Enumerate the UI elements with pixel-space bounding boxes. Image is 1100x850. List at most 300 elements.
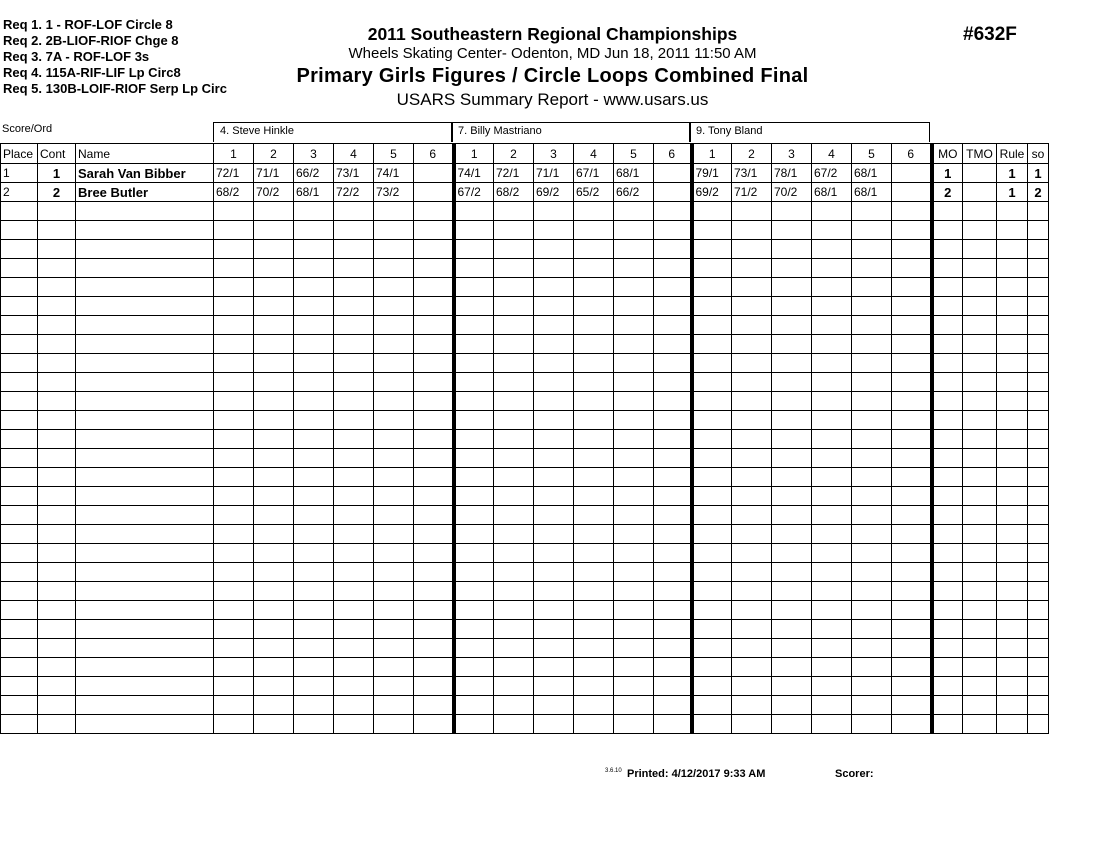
score-cell (772, 202, 812, 221)
score-cell (892, 449, 932, 468)
judge-header-3: 9. Tony Bland (689, 122, 930, 142)
score-cell (294, 658, 334, 677)
score-cell: 72/2 (334, 183, 374, 202)
score-cell: 78/1 (772, 164, 812, 183)
tmo-cell (963, 715, 997, 734)
score-cell: 66/2 (614, 183, 654, 202)
score-cell (494, 715, 534, 734)
score-cell (214, 430, 254, 449)
score-cell: 68/1 (614, 164, 654, 183)
score-cell (214, 487, 254, 506)
table-row (1, 658, 1049, 677)
score-cell (534, 430, 574, 449)
score-cell (454, 582, 494, 601)
score-cell (334, 658, 374, 677)
tmo-cell (963, 487, 997, 506)
place-cell (1, 297, 38, 316)
so-cell (1028, 373, 1049, 392)
score-cell (852, 563, 892, 582)
cont-cell (38, 316, 76, 335)
cont-cell (38, 449, 76, 468)
score-cell (732, 544, 772, 563)
score-cell (812, 354, 852, 373)
score-cell: 68/1 (812, 183, 852, 202)
score-cell: 74/1 (454, 164, 494, 183)
score-cell (374, 297, 414, 316)
name-cell (76, 449, 214, 468)
score-cell (574, 639, 614, 658)
score-cell (214, 278, 254, 297)
score-cell (494, 563, 534, 582)
score-cell (772, 221, 812, 240)
score-cell (772, 582, 812, 601)
table-row (1, 525, 1049, 544)
score-cell: 68/1 (852, 183, 892, 202)
figure-number-header: 6 (654, 144, 692, 164)
score-cell (334, 240, 374, 259)
score-cell (334, 715, 374, 734)
rule-cell (997, 525, 1028, 544)
mo-cell: 2 (932, 183, 963, 202)
score-cell (732, 696, 772, 715)
so-cell (1028, 582, 1049, 601)
score-cell: 67/2 (454, 183, 494, 202)
cont-cell (38, 278, 76, 297)
cont-cell (38, 297, 76, 316)
score-cell (732, 658, 772, 677)
requirement-line: Req 2. 2B-LIOF-RIOF Chge 8 (3, 33, 179, 48)
table-row (1, 582, 1049, 601)
so-cell (1028, 658, 1049, 677)
requirement-line: Req 5. 130B-LOIF-RIOF Serp Lp Circ (3, 81, 227, 96)
location-line: Wheels Skating Center- Odenton, MD Jun 18, 2011 11:50 AM (348, 45, 757, 62)
requirement-line: Req 1. 1 - ROF-LOF Circle 8 (3, 17, 173, 32)
score-cell (294, 373, 334, 392)
so-cell (1028, 639, 1049, 658)
score-cell (214, 449, 254, 468)
place-cell (1, 449, 38, 468)
event-title: Primary Girls Figures / Circle Loops Combined Final (296, 65, 809, 87)
cont-cell (38, 468, 76, 487)
score-cell (892, 259, 932, 278)
figure-number-header: 3 (534, 144, 574, 164)
score-cell (692, 392, 732, 411)
mo-cell (932, 601, 963, 620)
score-cell (892, 335, 932, 354)
score-cell (772, 506, 812, 525)
score-cell (454, 240, 494, 259)
score-cell (732, 620, 772, 639)
score-cell (254, 316, 294, 335)
score-cell (772, 563, 812, 582)
name-cell (76, 316, 214, 335)
score-cell (254, 240, 294, 259)
score-cell (254, 373, 294, 392)
cont-cell (38, 525, 76, 544)
tmo-cell (963, 335, 997, 354)
score-cell (852, 525, 892, 544)
so-cell (1028, 449, 1049, 468)
score-cell: 72/1 (494, 164, 534, 183)
score-cell (374, 658, 414, 677)
mo-cell (932, 506, 963, 525)
cont-cell (38, 354, 76, 373)
table-row (1, 183, 1049, 202)
score-cell (614, 316, 654, 335)
tmo-cell (963, 411, 997, 430)
score-cell (294, 715, 334, 734)
score-cell (214, 544, 254, 563)
so-cell (1028, 544, 1049, 563)
score-cell (334, 335, 374, 354)
rule-cell (997, 354, 1028, 373)
score-cell (454, 639, 494, 658)
figure-number-header: 1 (692, 144, 732, 164)
score-cell (334, 582, 374, 601)
score-cell (614, 392, 654, 411)
score-cell (772, 392, 812, 411)
score-cell (374, 715, 414, 734)
score-cell (254, 449, 294, 468)
score-cell (732, 202, 772, 221)
score-cell (692, 696, 732, 715)
score-cell (692, 468, 732, 487)
score-cell (494, 601, 534, 620)
score-cell (732, 449, 772, 468)
score-cell (334, 202, 374, 221)
figure-number-header: 4 (812, 144, 852, 164)
score-cell (654, 658, 692, 677)
score-cell (852, 639, 892, 658)
mo-header: MO (932, 144, 963, 164)
score-cell (374, 506, 414, 525)
score-cell (534, 506, 574, 525)
score-cell (534, 392, 574, 411)
tmo-cell (963, 563, 997, 582)
name-cell (76, 487, 214, 506)
place-cell (1, 411, 38, 430)
figure-number-header: 5 (614, 144, 654, 164)
rule-cell (997, 639, 1028, 658)
tmo-cell (963, 316, 997, 335)
score-cell (454, 335, 494, 354)
cont-cell (38, 373, 76, 392)
report-line: USARS Summary Report - www.usars.us (396, 90, 709, 109)
figure-number-header: 5 (374, 144, 414, 164)
score-cell (374, 544, 414, 563)
tmo-cell (963, 430, 997, 449)
score-cell (852, 658, 892, 677)
name-cell (76, 297, 214, 316)
score-cell (614, 373, 654, 392)
name-cell (76, 677, 214, 696)
score-cell (454, 411, 494, 430)
judge-header-2: 7. Billy Mastriano (451, 122, 691, 142)
so-cell (1028, 677, 1049, 696)
score-cell: 73/1 (732, 164, 772, 183)
score-cell (732, 601, 772, 620)
score-cell (414, 164, 454, 183)
score-cell (892, 354, 932, 373)
score-cell (574, 278, 614, 297)
score-cell (732, 563, 772, 582)
so-cell (1028, 297, 1049, 316)
score-cell (534, 582, 574, 601)
name-cell (76, 278, 214, 297)
requirement-line: Req 3. 7A - ROF-LOF 3s (3, 49, 150, 64)
score-cell: 68/2 (494, 183, 534, 202)
so-cell (1028, 525, 1049, 544)
so-cell (1028, 202, 1049, 221)
so-cell (1028, 468, 1049, 487)
score-cell (852, 601, 892, 620)
figure-number-header: 1 (454, 144, 494, 164)
score-cell (534, 639, 574, 658)
score-cell (374, 563, 414, 582)
score-cell (374, 259, 414, 278)
score-cell (892, 582, 932, 601)
score-cell (414, 278, 454, 297)
score-cell (294, 278, 334, 297)
score-cell (534, 354, 574, 373)
score-cell (294, 696, 334, 715)
score-cell (812, 392, 852, 411)
table-row (1, 696, 1049, 715)
score-cell (772, 620, 812, 639)
score-cell (294, 411, 334, 430)
score-cell (614, 696, 654, 715)
score-cell (614, 430, 654, 449)
name-cell (76, 335, 214, 354)
score-cell (374, 335, 414, 354)
score-cell (374, 601, 414, 620)
score-cell: 70/2 (772, 183, 812, 202)
score-cell (454, 202, 494, 221)
score-cell (892, 544, 932, 563)
score-cell (852, 715, 892, 734)
score-cell (654, 487, 692, 506)
score-cell (574, 620, 614, 639)
score-cell (414, 696, 454, 715)
score-cell (414, 563, 454, 582)
score-cell (654, 715, 692, 734)
score-cell (772, 658, 812, 677)
score-cell: 71/2 (732, 183, 772, 202)
score-cell (294, 202, 334, 221)
score-cell (454, 278, 494, 297)
score-cell (294, 449, 334, 468)
score-cell: 69/2 (534, 183, 574, 202)
score-cell (772, 677, 812, 696)
results-table (0, 143, 1049, 734)
score-cell (692, 354, 732, 373)
tmo-cell (963, 696, 997, 715)
cont-cell (38, 335, 76, 354)
place-cell (1, 392, 38, 411)
score-cell (852, 411, 892, 430)
score-cell (414, 335, 454, 354)
mo-cell (932, 487, 963, 506)
score-cell (574, 696, 614, 715)
place-cell (1, 620, 38, 639)
score-cell: 67/1 (574, 164, 614, 183)
score-cell (414, 677, 454, 696)
score-cell (374, 240, 414, 259)
score-cell (454, 601, 494, 620)
place-cell (1, 696, 38, 715)
score-cell (454, 468, 494, 487)
score-cell (494, 373, 534, 392)
score-cell (214, 658, 254, 677)
score-cell (892, 715, 932, 734)
score-cell (732, 468, 772, 487)
mo-cell (932, 620, 963, 639)
score-cell (812, 620, 852, 639)
so-cell (1028, 392, 1049, 411)
score-cell (892, 468, 932, 487)
score-cell (334, 525, 374, 544)
score-cell (852, 620, 892, 639)
score-cell (254, 658, 294, 677)
score-cell (574, 335, 614, 354)
tmo-cell (963, 601, 997, 620)
score-cell (692, 639, 732, 658)
score-cell (812, 335, 852, 354)
score-cell (852, 506, 892, 525)
score-cell (732, 392, 772, 411)
score-cell (812, 259, 852, 278)
score-cell (254, 506, 294, 525)
rule-cell (997, 658, 1028, 677)
score-cell (254, 392, 294, 411)
cont-cell (38, 582, 76, 601)
score-cell (772, 430, 812, 449)
score-cell (334, 316, 374, 335)
score-cell (812, 411, 852, 430)
tmo-cell (963, 506, 997, 525)
score-cell (414, 468, 454, 487)
score-cell (732, 487, 772, 506)
score-cell (294, 582, 334, 601)
score-cell (732, 430, 772, 449)
score-cell (214, 525, 254, 544)
score-cell (654, 601, 692, 620)
name-cell (76, 202, 214, 221)
requirements-list (3, 17, 227, 97)
tmo-cell (963, 183, 997, 202)
score-cell (654, 392, 692, 411)
score-cell (692, 601, 732, 620)
score-cell (454, 373, 494, 392)
score-cell (414, 620, 454, 639)
score-cell (254, 259, 294, 278)
rule-cell (997, 316, 1028, 335)
score-cell (574, 316, 614, 335)
name-cell (76, 601, 214, 620)
score-cell (214, 677, 254, 696)
score-cell (374, 411, 414, 430)
score-cell (692, 525, 732, 544)
score-cell (534, 240, 574, 259)
mo-cell (932, 392, 963, 411)
score-cell (772, 715, 812, 734)
table-row (1, 506, 1049, 525)
place-cell (1, 506, 38, 525)
place-cell (1, 354, 38, 373)
score-cell (654, 259, 692, 278)
rule-cell (997, 544, 1028, 563)
score-cell (892, 183, 932, 202)
table-row (1, 354, 1049, 373)
place-cell (1, 316, 38, 335)
score-cell (732, 278, 772, 297)
score-cell (294, 335, 334, 354)
score-cell: 68/2 (214, 183, 254, 202)
score-cell (494, 221, 534, 240)
table-row (1, 297, 1049, 316)
place-cell (1, 544, 38, 563)
tmo-cell (963, 278, 997, 297)
rule-cell (997, 582, 1028, 601)
score-cell (294, 221, 334, 240)
table-row (1, 468, 1049, 487)
score-cell (654, 620, 692, 639)
score-cell (374, 392, 414, 411)
name-cell (76, 525, 214, 544)
name-cell (76, 715, 214, 734)
score-cell (334, 696, 374, 715)
score-cell (334, 544, 374, 563)
mo-cell (932, 297, 963, 316)
score-cell (654, 525, 692, 544)
tmo-cell (963, 221, 997, 240)
tmo-cell (963, 658, 997, 677)
score-cell (334, 278, 374, 297)
name-cell (76, 658, 214, 677)
score-cell (494, 696, 534, 715)
score-cell (414, 202, 454, 221)
score-cell (654, 411, 692, 430)
rule-cell (997, 506, 1028, 525)
place-cell (1, 373, 38, 392)
name-cell (76, 373, 214, 392)
score-cell (654, 639, 692, 658)
score-cell (254, 601, 294, 620)
score-cell (294, 354, 334, 373)
figure-number-header: 4 (574, 144, 614, 164)
score-cell (494, 354, 534, 373)
tmo-cell (963, 164, 997, 183)
place-cell (1, 335, 38, 354)
name-cell (76, 582, 214, 601)
score-cell (214, 563, 254, 582)
score-cell: 74/1 (374, 164, 414, 183)
score-cell (374, 487, 414, 506)
score-cell (414, 544, 454, 563)
score-cell (574, 430, 614, 449)
score-cell (852, 392, 892, 411)
figure-number-header: 1 (214, 144, 254, 164)
score-cell (494, 506, 534, 525)
score-cell (534, 335, 574, 354)
name-cell (76, 240, 214, 259)
mo-cell (932, 544, 963, 563)
score-cell (494, 677, 534, 696)
score-cell (732, 354, 772, 373)
rule-cell (997, 468, 1028, 487)
score-cell (534, 696, 574, 715)
cont-cell (38, 563, 76, 582)
